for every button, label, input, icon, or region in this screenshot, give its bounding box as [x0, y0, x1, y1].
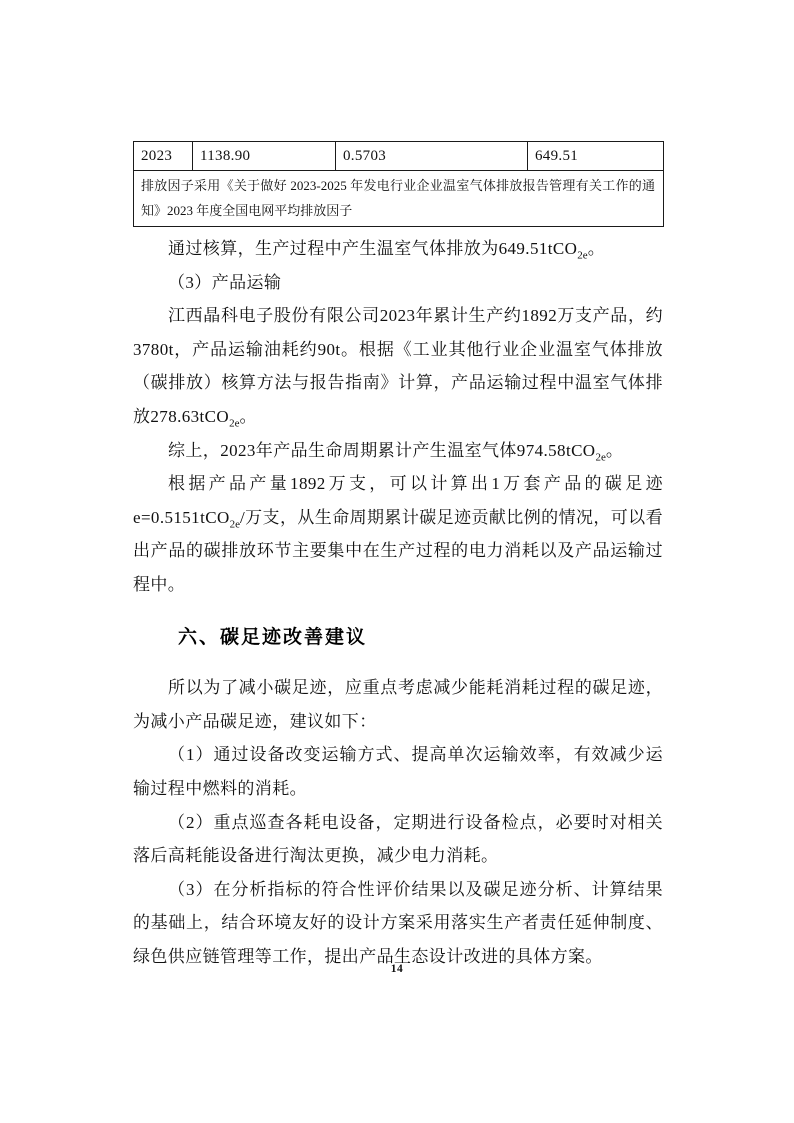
table-cell-emission: 649.51 — [528, 142, 664, 171]
paragraph-suggestion-intro: 所以为了减小碳足迹，应重点考虑减少能耗消耗过程的碳足迹，为减小产品碳足迹，建议如下： — [133, 678, 663, 731]
table-cell-electricity: 1138.90 — [193, 142, 336, 171]
paragraph-transport-title: （3）产品运输 — [168, 272, 282, 292]
page-number: 14 — [390, 963, 404, 975]
paragraph-suggestion-3: （3）在分析指标的符合性评价结果以及碳足迹分析、计算结果的基础上，结合环境友好的设计方案采用落实生产者责任延伸制度、绿色供应链管理等工作，提出产品生态设计改进的具体方案。 — [133, 879, 663, 966]
table-row — [134, 142, 664, 171]
emission-factor-table — [133, 141, 664, 227]
paragraph-production-result: 通过核算，生产过程中产生温室气体排放为649.51tCO$_{2e}$。 — [168, 239, 606, 262]
table-cell-factor: 0.5703 — [336, 142, 528, 171]
section-heading-improvement: 六、碳足迹改善建议 — [178, 625, 368, 648]
table-cell-year: 2023 — [134, 142, 193, 171]
page-content — [133, 141, 663, 973]
paragraph-footprint-calc: 根据产品产量1892万支，可以计算出1万套产品的碳足迹e=0.5151tCO$_{2e}$/万支，从生命周期累计碳足迹贡献比例的情况，可以看出产品的碳排放环节主要集中在生产过程的电力消耗以及产品运输过程中。 — [133, 474, 663, 594]
paragraph-suggestion-2: （2）重点巡查各耗电设备，定期进行设备检点，必要时对相关落后高耗能设备进行淘汰更换，减少电力消耗。 — [133, 812, 663, 866]
paragraph-transport-detail: 江西晶科电子股份有限公司2023年累计生产约1892万支产品，约3780t，产品运输油耗约90t。根据《工业其他行业企业温室气体排放（碳排放）核算方法与报告指南》计算，产品运输过程中温室气体排放278.63tCO$_{2e}$。 — [133, 306, 663, 430]
table-row — [134, 171, 664, 227]
table-note: 排放因子采用《关于做好 2023-2025 年发电行业企业温室气体排放报告管理有关工作的通知》2023 年度全国电网平均排放因子 — [134, 171, 664, 227]
body-text — [133, 232, 663, 973]
paragraph-lifecycle-total: 综上，2023年产品生命周期累计产生温室气体974.58tCO$_{2e}$。 — [168, 440, 624, 463]
paragraph-suggestion-1: （1）通过设备改变运输方式、提高单次运输效率，有效减少运输过程中燃料的消耗。 — [133, 745, 663, 798]
